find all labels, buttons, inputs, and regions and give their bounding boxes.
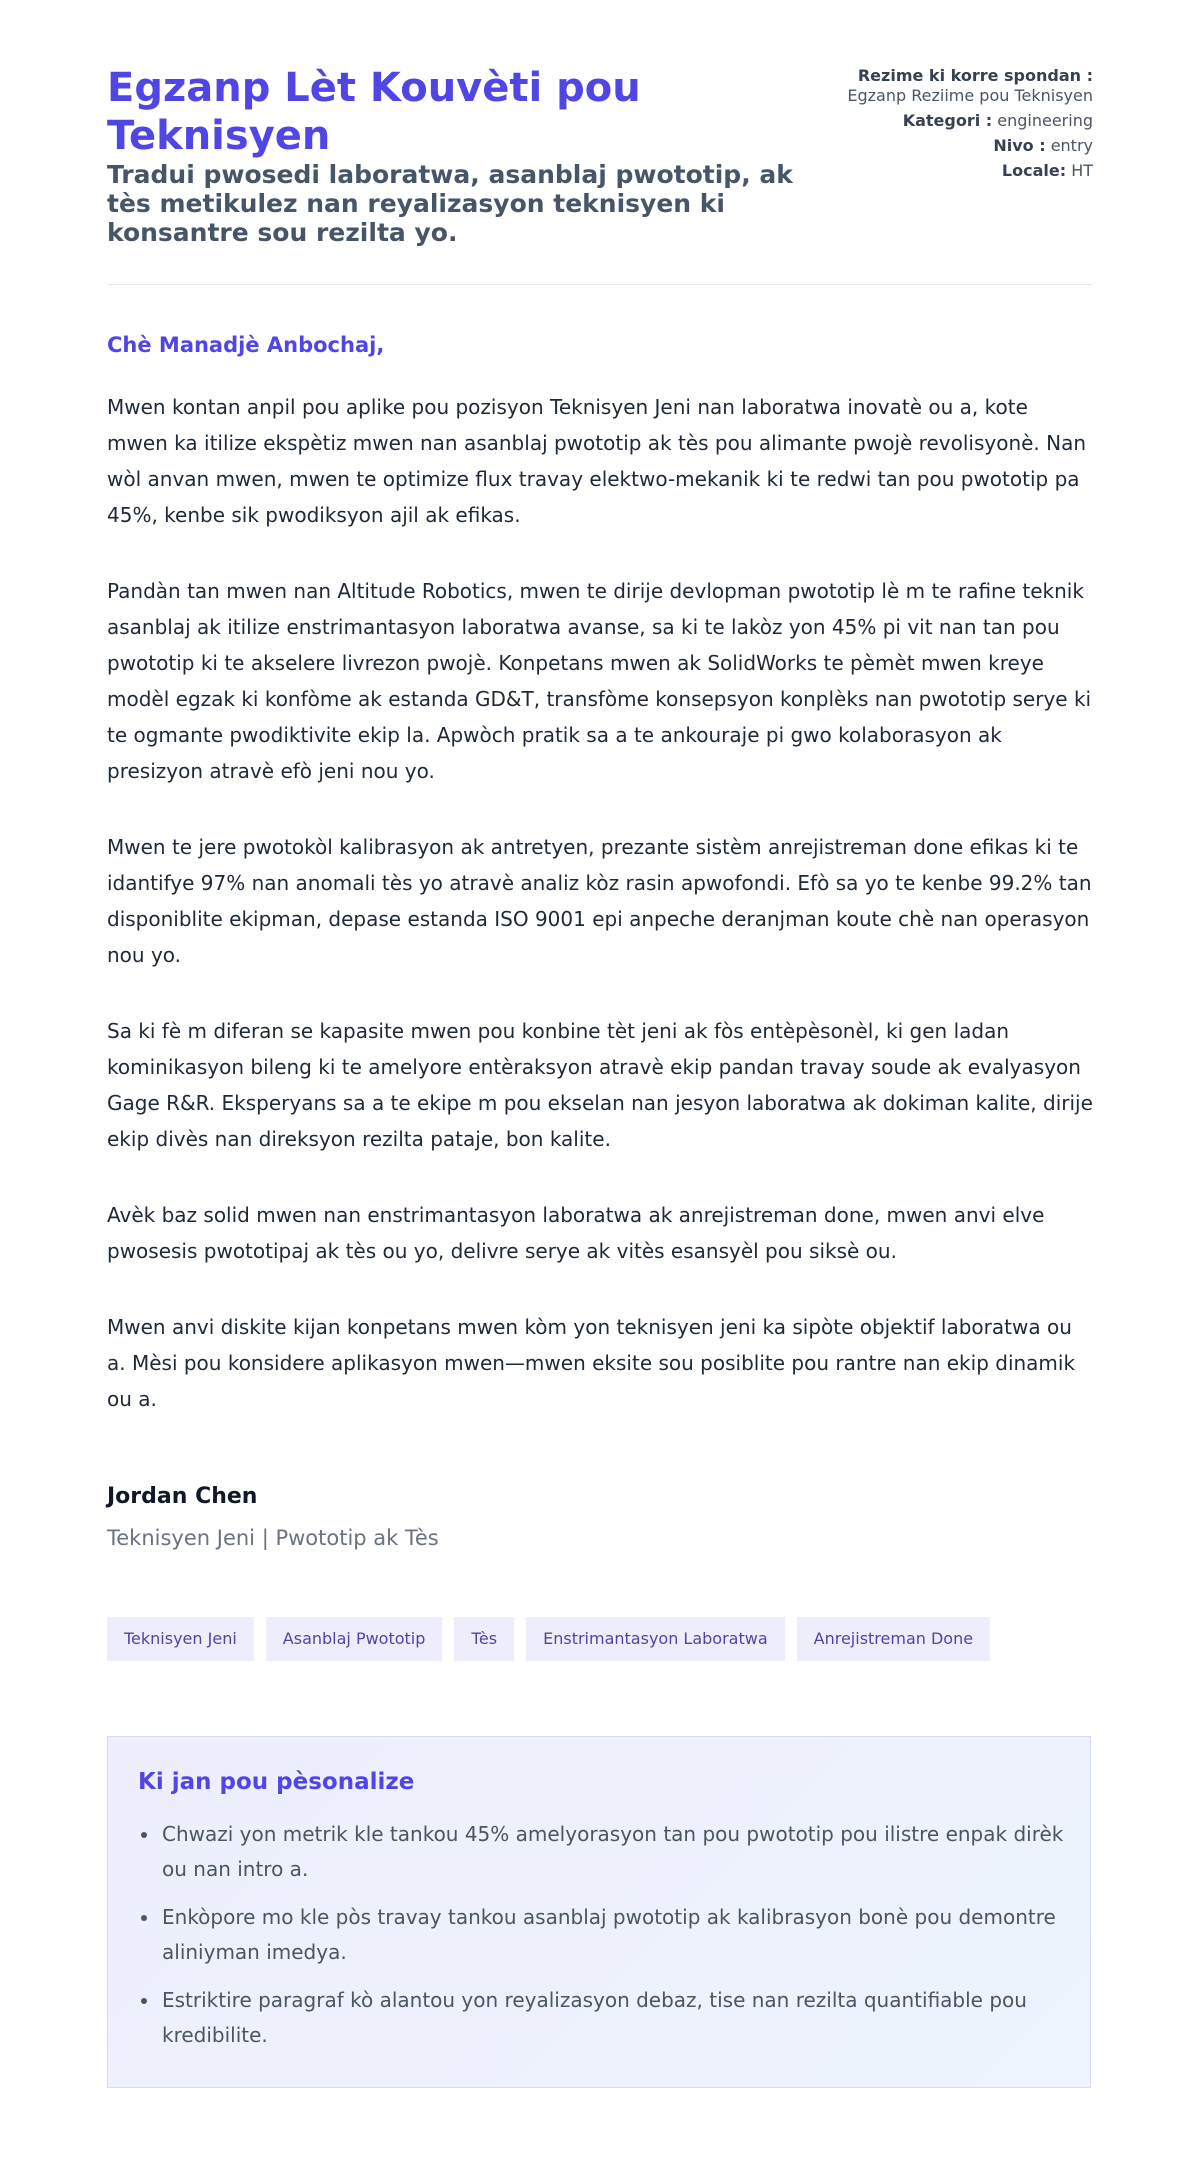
page-title: Egzanp Lèt Kouvèti pou Teknisyen [107,65,641,159]
letter-body [107,389,1093,1457]
tips-title: Ki jan pou pèsonalize [138,1769,415,1795]
meta-summary [843,66,1093,106]
header-divider [107,284,1093,285]
letter-paragraph: Mwen anvi diskite kijan konpetans mwen kòm yon teknisyen jeni ka sipòte objektif laboratwa ou a. Mèsi pou konsidere aplikasyon mwen—mwen eksite sou posiblite pou rantre nan ekip dinamik ou a. [107,1315,1076,1411]
meta-category [843,111,1093,131]
tips-item: Enkòpore mo kle pòs travay tankou asanblaj pwototip ak kalibrasyon bonè pou demontre aliniyman imedya. [162,1900,1082,1970]
signature-title: Teknisyen Jeni | Pwototip ak Tès [107,1526,439,1550]
tag-chip: Teknisyen Jeni [107,1617,254,1661]
meta-summary-value: Egzanp Reziime pou Teknisyen [847,86,1093,105]
letter-greeting: Chè Manadjè Anbochaj, [107,333,385,357]
meta-level-value: entry [1050,136,1093,155]
meta-summary-label: Rezime ki korre spondan : [857,66,1093,85]
meta-category-label: Kategori : [902,111,993,130]
letter-paragraph: Mwen kontan anpil pou aplike pou pozisyon Teknisyen Jeni nan laboratwa inovatè ou a, kote mwen ka itilize ekspètiz mwen nan asanblaj pwototip ak tès pou alimante pwojè revolisyonè. Nan wòl anvan mwen, mwen te optimize flux travay elektwo-mekanik ki te redwi tan pou pwototip pa 45%, kenbe sik pwodiksyon ajil ak efikas. [107,395,1087,527]
tips-list [138,1817,1082,2066]
meta-level [843,136,1093,156]
letter-paragraph: Pandàn tan mwen nan Altitude Robotics, mwen te dirije devlopman pwototip lè m te rafine teknik asanblaj ak itilize enstrimantasyon laboratwa avanse, sa ki te lakòz yon 45% pi vit nan tan pou pwototip ki te akselere livrezon pwojè. Konpetans mwen ak SolidWorks te pèmèt mwen kreye modèl egzak ki konfòme ak estanda GD&T, transfòme konsepsyon konplèks nan pwototip serye ki te ogmante pwodiktivite ekip la. Apwòch pratik sa a te ankouraje pi gwo kolaborasyon ak presizyon atravè efò jeni nou yo. [107,579,1092,783]
tag-chip: Enstrimantasyon Laboratwa [526,1617,785,1661]
page-subtitle: Tradui pwosedi laboratwa, asanblaj pwototip, ak tès metikulez nan reyalizasyon teknisyen ki konsantre sou rezilta yo. [107,160,793,247]
letter-paragraph: Mwen te jere pwotokòl kalibrasyon ak antretyen, prezante sistèm anrejistreman done efikas ki te idantifye 97% nan anomali tès yo atravè analiz kòz rasin apwofondi. Efò sa yo te kenbe 99.2% tan disponiblite ekipman, depase estanda ISO 9001 epi anpeche deranjman koute chè nan operasyon nou yo. [107,835,1092,967]
tag-chip: Asanblaj Pwototip [266,1617,443,1661]
meta-level-label: Nivo : [993,136,1046,155]
signature-name: Jordan Chen [107,1484,258,1509]
tips-item: Estriktire paragraf kò alantou yon reyalizasyon debaz, tise nan rezilta quantifiable pou kredibilite. [162,1983,1082,2053]
meta-locale [843,161,1093,181]
tag-chip: Tès [454,1617,514,1661]
meta-locale-label: Locale: [1001,161,1067,180]
tips-item: Chwazi yon metrik kle tankou 45% amelyorasyon tan pou pwototip pou ilistre enpak dirèk ou nan intro a. [162,1817,1082,1887]
customization-tips-box [107,1736,1091,2088]
meta-locale-value: HT [1071,161,1093,180]
letter-paragraph: Avèk baz solid mwen nan enstrimantasyon laboratwa ak anrejistreman done, mwen anvi elve pwosesis pwototipaj ak tès ou yo, delivre serye ak vitès esansyèl pou siksè ou. [107,1203,1045,1263]
tag-list [107,1617,990,1661]
metadata-panel [843,66,1093,186]
meta-category-value: engineering [997,111,1093,130]
tag-chip: Anrejistreman Done [797,1617,990,1661]
letter-paragraph: Sa ki fè m diferan se kapasite mwen pou konbine tèt jeni ak fòs entèpèsonèl, ki gen ladan kominikasyon bileng ki te amelyore entèraksyon atravè ekip pandan travay soude ak evalyasyon Gage R&R. Eksperyans sa a te ekipe m pou ekselan nan jesyon laboratwa ak dokiman kalite, dirije ekip divès nan direksyon rezilta pataje, bon kalite. [107,1019,1093,1151]
